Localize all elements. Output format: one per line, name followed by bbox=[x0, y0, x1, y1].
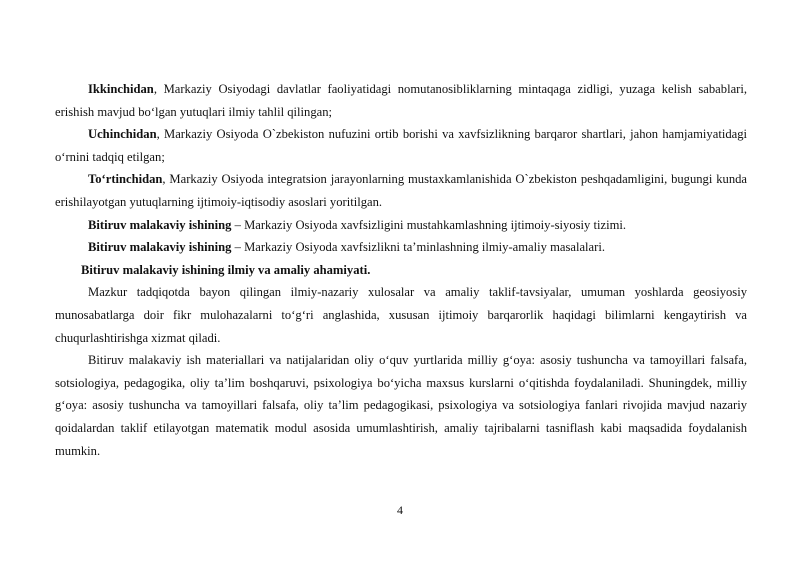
paragraph-text: – Markaziy Osiyoda xavfsizlikni ta’minlashning ilmiy-amaliy masalalari. bbox=[231, 240, 605, 255]
paragraph-lead: Ikkinchidan bbox=[88, 82, 154, 96]
paragraph-tortinchidan bbox=[55, 168, 747, 213]
paragraph-ikkinchidan bbox=[55, 78, 747, 123]
paragraph-text: , Markaziy Osiyoda integratsion jarayonlarning mustaxkamlanishida O`zbekiston peshqadamligini, bugungi kunda erishilayotgan yutuqlarning ijtimoiy-iqtisodiy asoslari yoritilgan. bbox=[55, 172, 747, 209]
paragraph-lead: To‘rtinchidan bbox=[88, 172, 163, 187]
paragraph-text: Bitiruv malakaviy ish materiallari va natijalaridan oliy o‘quv yurtlarida milliy g‘oya: asosiy tushuncha va tamoyillari falsafa, sotsiologiya, pedagogika, oliy ta’lim boshqaruvi, psixologiya bo‘yicha maxsus kurslarni o‘qitishda foydalaniladi. Shuningdek, milliy g‘oya: asosiy tushuncha va tamoyillari falsafa, oliy ta’lim pedagogikasi, psixologiya va sotsiologiya fanlari rivojida mavjud nazariy qoidalardan taklif etilayotgan matematik modul asosida umumlashtirish, amaliy tajribalarni tasniflash kabi maqsadida foydalanish mumkin. bbox=[55, 353, 747, 458]
paragraph-text: , Markaziy Osiyodagi davlatlar faoliyatidagi nomutanosibliklarning mintaqaga zidligi, yuzaga kelish sabablari, erishish mavjud bo‘lgan yutuqlari ilmiy tahlil qilingan; bbox=[55, 82, 747, 119]
paragraph-lead: Uchinchidan bbox=[88, 127, 157, 142]
paragraph-bmi-subject bbox=[55, 236, 747, 259]
paragraph-uchinchidan bbox=[55, 123, 747, 168]
section-heading-significance bbox=[55, 259, 747, 282]
paragraph-materiallar bbox=[55, 349, 747, 462]
paragraph-text: – Markaziy Osiyoda xavfsizligini mustahkamlashning ijtimoiy-siyosiy tizimi. bbox=[231, 217, 627, 232]
paragraph-lead: Bitiruv malakaviy ishining bbox=[88, 240, 232, 255]
paragraph-lead: Bitiruv malakaviy ishining ilmiy va amaliy ahamiyati. bbox=[81, 262, 371, 277]
paragraph-bmi-object bbox=[55, 214, 747, 237]
paragraph-text: , Markaziy Osiyoda O`zbekiston nufuzini ortib borishi va xavfsizlikning barqaror shartlari, jahon hamjamiyatidagi o‘rnini tadqiq etilgan; bbox=[55, 127, 747, 164]
paragraph-text: Mazkur tadqiqotda bayon qilingan ilmiy-nazariy xulosalar va amaliy taklif-tavsiyalar, umuman yoshlarda geosiyosiy munosabatlarga doir fikr mulohazalarni to‘g‘ri anglashida, xususan ijtimoiy barqarorlik haqidagi bilimlarni kengaytirish va chuqurlashtirishga xizmat qiladi. bbox=[55, 285, 747, 345]
page-number: 4 bbox=[397, 503, 403, 517]
document-page bbox=[55, 78, 747, 462]
paragraph-lead: Bitiruv malakaviy ishining bbox=[88, 217, 232, 232]
paragraph-mazkur bbox=[55, 281, 747, 349]
